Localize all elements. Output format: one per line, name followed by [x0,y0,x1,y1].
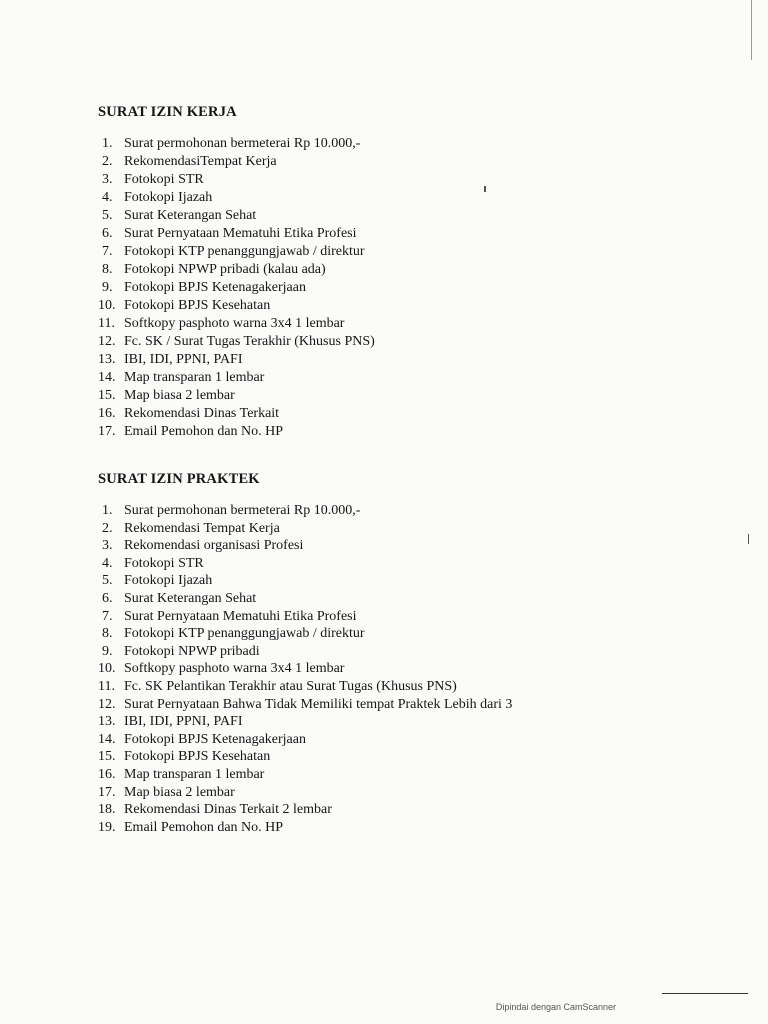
item-number: 3. [102,172,113,187]
list-item [98,171,718,189]
item-text: Fc. SK / Surat Tugas Terakhir (Khusus PNS) [124,334,375,349]
list-item [98,572,718,590]
list-item [98,555,718,573]
list-item [98,423,718,441]
list-item [98,784,718,802]
item-number: 13. [98,714,116,730]
item-number: 18. [98,802,116,818]
item-text: Rekomendasi organisasi Profesi [124,538,304,554]
item-number: 16. [98,766,116,782]
item-number: 7. [102,244,113,259]
item-text: Rekomendasi Dinas Terkait 2 lembar [124,802,332,818]
item-text: Fotokopi KTP penanggungjawab / direktur [124,626,365,642]
item-number: 9. [102,643,113,659]
item-number: 7. [102,608,113,624]
list-item [98,315,718,333]
item-text: Surat Keterangan Sehat [124,590,257,606]
list-item [98,333,718,351]
item-text: Surat Keterangan Sehat [124,208,257,223]
requirements-list [98,135,718,441]
footer-rule [662,993,748,994]
list-item [98,261,718,279]
section-surat-izin-praktek [98,470,718,836]
item-text: Fotokopi BPJS Ketenagakerjaan [124,280,306,295]
item-number: 4. [102,555,113,571]
item-number: 2. [102,154,113,169]
item-text: Email Pemohon dan No. HP [124,819,284,835]
list-item [98,731,718,749]
item-number: 9. [102,280,113,295]
item-number: 11. [98,678,115,694]
requirements-list [98,502,718,836]
item-number: 5. [102,208,113,223]
item-number: 17. [98,424,116,439]
item-text: Map transparan 1 lembar [124,370,265,385]
item-number: 15. [98,749,116,765]
list-item [98,713,718,731]
item-text: IBI, IDI, PPNI, PAFI [124,714,243,730]
item-number: 2. [102,520,113,536]
list-item [98,801,718,819]
item-number: 15. [98,388,116,403]
list-item [98,766,718,784]
scanner-watermark: Dipindai dengan CamScanner [495,1002,616,1012]
item-number: 4. [102,190,113,205]
item-text: Fotokopi BPJS Kesehatan [124,749,271,765]
list-item [98,297,718,315]
item-text: Fc. SK Pelantikan Terakhir atau Surat Tugas (Khusus PNS) [124,678,457,694]
item-text: RekomendasiTempat Kerja [124,154,277,169]
list-item [98,351,718,369]
item-number: 6. [102,590,113,606]
list-item [98,207,718,225]
item-text: Surat permohonan bermeterai Rp 10.000,- [124,136,361,151]
item-number: 8. [102,626,113,642]
list-item [98,660,718,678]
item-number: 17. [98,784,116,800]
item-text: Fotokopi STR [124,555,204,571]
list-item [98,369,718,387]
list-item [98,696,718,714]
list-item [98,405,718,423]
item-text: Surat Pernyataan Mematuhi Etika Profesi [124,608,357,624]
section-title: SURAT IZIN PRAKTEK [98,471,260,487]
item-number: 1. [102,136,113,151]
list-item [98,189,718,207]
item-number: 12. [98,696,116,712]
scan-speck [484,186,486,192]
item-text: Fotokopi BPJS Kesehatan [124,298,271,313]
item-number: 5. [102,573,113,589]
list-item [98,819,718,837]
list-item [98,153,718,171]
list-item [98,608,718,626]
list-item [98,643,718,661]
item-number: 13. [98,352,116,367]
item-text: Fotokopi KTP penanggungjawab / direktur [124,244,365,259]
item-text: Fotokopi NPWP pribadi [124,643,260,659]
item-text: IBI, IDI, PPNI, PAFI [124,352,243,367]
item-text: Fotokopi STR [124,172,204,187]
list-item [98,748,718,766]
item-text: Surat permohonan bermeterai Rp 10.000,- [124,503,361,518]
item-text: Email Pemohon dan No. HP [124,424,284,439]
section-title: SURAT IZIN KERJA [98,104,237,120]
item-text: Map biasa 2 lembar [124,388,235,403]
list-item [98,387,718,405]
item-text: Map transparan 1 lembar [124,766,265,782]
list-item [98,135,718,153]
item-number: 14. [98,731,116,747]
item-text: Rekomendasi Dinas Terkait [124,406,280,421]
item-number: 3. [102,538,113,554]
list-item [98,520,718,538]
list-item [98,537,718,555]
item-text: Softkopy pasphoto warna 3x4 1 lembar [124,316,345,331]
list-item [98,279,718,297]
item-number: 8. [102,262,113,277]
item-text: Fotokopi BPJS Ketenagakerjaan [124,731,306,747]
item-number: 1. [102,503,113,518]
item-number: 11. [98,316,115,331]
item-number: 10. [98,298,116,313]
list-item [98,678,718,696]
list-item [98,502,718,520]
list-item [98,590,718,608]
item-text: Fotokopi Ijazah [124,190,213,205]
item-text: Fotokopi Ijazah [124,573,213,589]
item-text: Map biasa 2 lembar [124,784,235,800]
item-number: 12. [98,334,116,349]
item-text: Fotokopi NPWP pribadi (kalau ada) [124,262,326,277]
item-number: 19. [98,819,116,835]
item-number: 6. [102,226,113,241]
item-text: Surat Pernyataan Mematuhi Etika Profesi [124,226,357,241]
section-surat-izin-kerja [98,103,718,441]
item-number: 14. [98,370,116,385]
item-number: 10. [98,661,116,677]
list-item [98,243,718,261]
scan-speck [748,534,749,544]
item-text: Surat Pernyataan Bahwa Tidak Memiliki tempat Praktek Lebih dari 3 [124,696,513,712]
item-number: 16. [98,406,116,421]
item-text: Rekomendasi Tempat Kerja [124,520,280,536]
scan-edge-line [751,0,752,60]
list-item [98,625,718,643]
item-text: Softkopy pasphoto warna 3x4 1 lembar [124,661,345,677]
list-item [98,225,718,243]
